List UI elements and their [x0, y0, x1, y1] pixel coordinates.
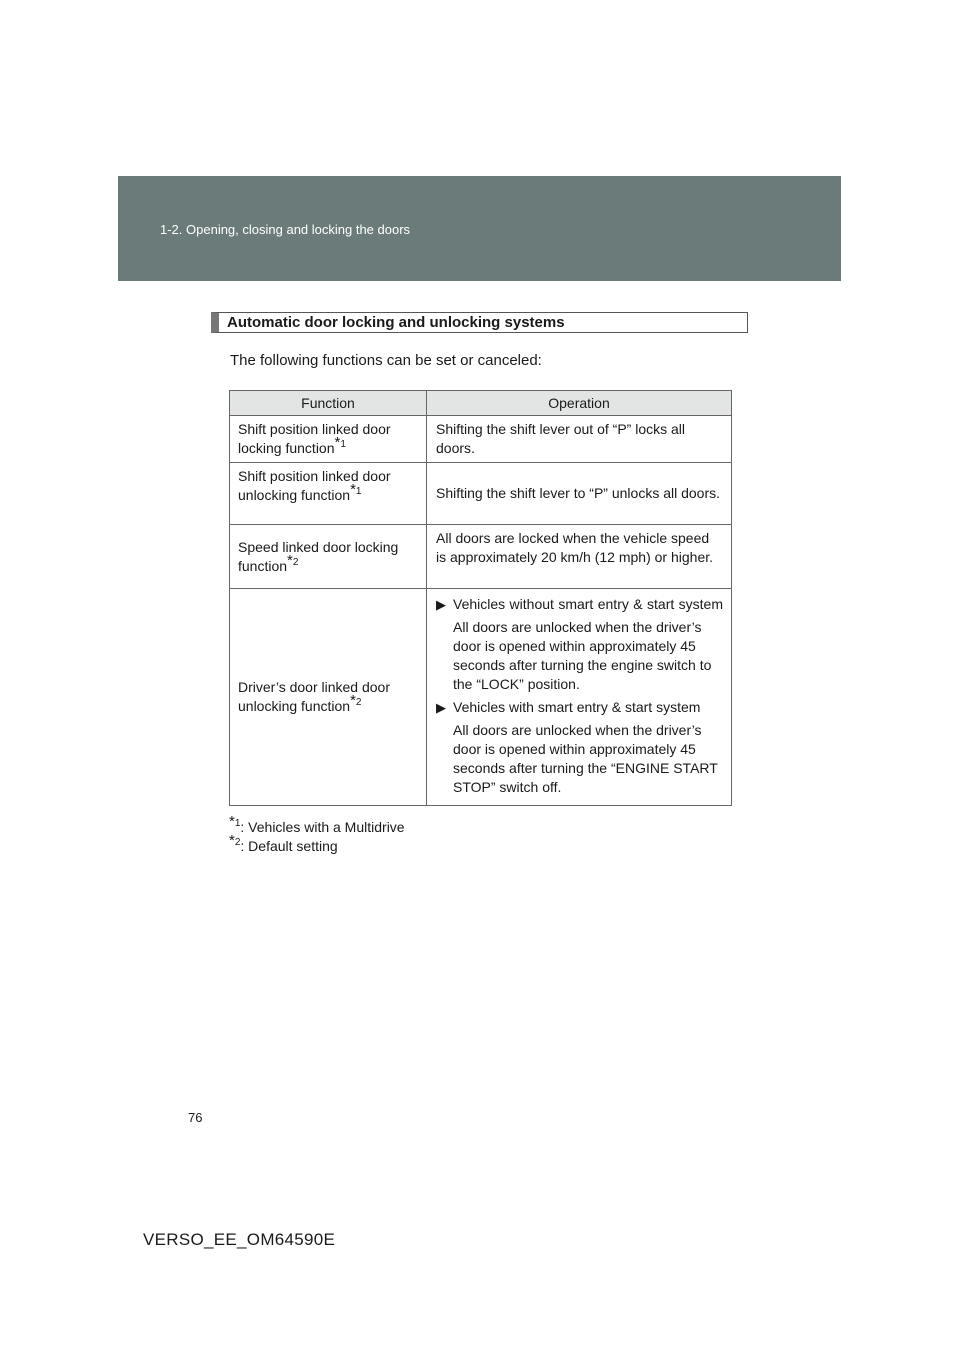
breadcrumb: 1-2. Opening, closing and locking the doors	[160, 222, 411, 237]
function-cell	[230, 589, 427, 806]
column-header-operation: Operation	[427, 391, 732, 416]
footnote-mark: *1	[350, 481, 362, 499]
table-row	[230, 463, 732, 525]
function-name: Shift position linked door locking function	[238, 421, 391, 456]
section-intro: The following functions can be set or canceled:	[230, 352, 542, 369]
condition-heading	[436, 595, 723, 614]
condition-text: All doors are unlocked when the driver’s door is opened within approximately 45 seconds after turning the “ENGINE START STOP” switch off.	[453, 722, 718, 795]
condition-text: All doors are unlocked when the driver’s door is opened within approximately 45 seconds after turning the engine switch to the “LOCK” position.	[453, 619, 712, 692]
table-header-row	[230, 391, 732, 416]
condition-heading	[436, 698, 723, 717]
function-name: Shift position linked door unlocking function	[238, 468, 391, 503]
condition-label: Vehicles with smart entry & start system	[453, 699, 701, 715]
function-table	[229, 390, 732, 806]
footnote-mark: *2	[350, 692, 362, 710]
footnotes	[229, 813, 405, 856]
operation-cell: Shifting the shift lever to “P” unlocks all doors.	[427, 463, 732, 525]
footnote: $^{*2}$: Default setting	[229, 832, 338, 854]
operation-cell	[427, 589, 732, 806]
footnote-mark: *1	[334, 434, 346, 452]
footnote: $^{*1}$: Vehicles with a Multidrive	[229, 813, 405, 835]
function-name: Speed linked door locking function	[238, 538, 399, 574]
operation-cell: Shifting the shift lever out of “P” locks all doors.	[427, 416, 732, 463]
column-header-function: Function	[230, 391, 427, 416]
section-title: Automatic door locking and unlocking systems	[211, 312, 748, 333]
operation-cell: All doors are locked when the vehicle speed is approximately 20 km/h (12 mph) or higher.	[427, 525, 732, 589]
function-name: Driver’s door linked door unlocking function	[238, 679, 390, 714]
function-cell	[230, 463, 427, 525]
function-cell	[230, 525, 427, 589]
footnote-mark: *2	[287, 551, 299, 569]
document-code: VERSO_EE_OM64590E	[143, 1230, 336, 1249]
chapter-header-band	[118, 176, 841, 281]
condition-label: Vehicles without smart entry & start system	[453, 596, 723, 612]
table-row	[230, 525, 732, 589]
page-number: 76	[188, 1110, 203, 1125]
triangle-bullet-icon: ▶	[436, 597, 446, 612]
table-row	[230, 416, 732, 463]
triangle-bullet-icon: ▶	[436, 700, 446, 715]
table-row	[230, 589, 732, 806]
function-cell	[230, 416, 427, 463]
